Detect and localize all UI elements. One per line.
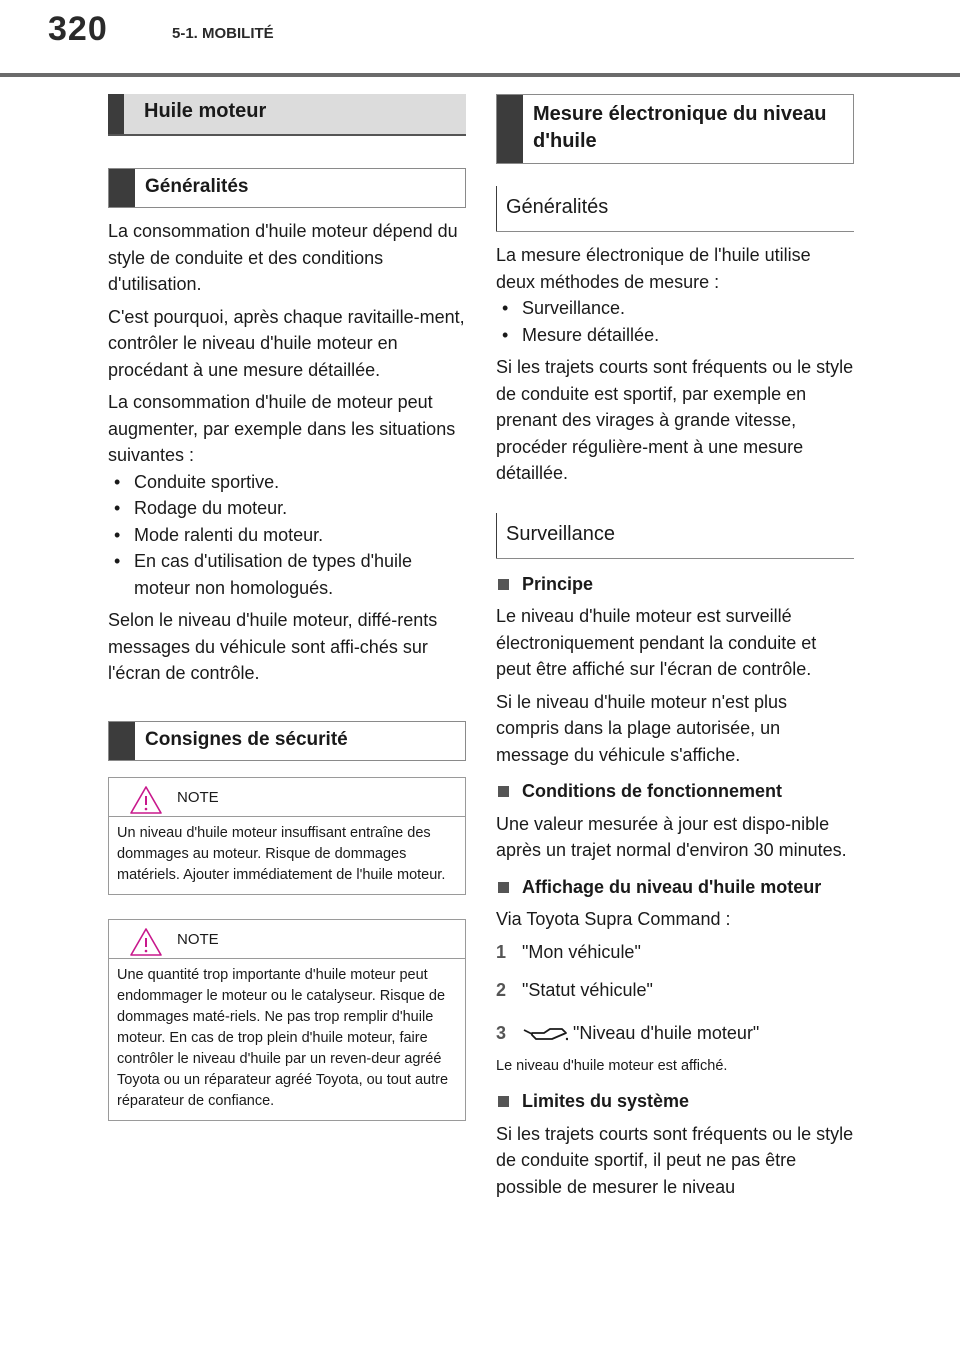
list-item: • Conduite sportive. bbox=[108, 469, 466, 496]
step-text: "Niveau d'huile moteur" bbox=[573, 1022, 760, 1043]
topic-title-limits: Limites du système bbox=[496, 1088, 854, 1115]
subsection-heading-safety: Consignes de sécurité bbox=[108, 721, 466, 761]
list-item: • Mode ralenti du moteur. bbox=[108, 522, 466, 549]
methods-list bbox=[496, 295, 854, 348]
page-number: 320 bbox=[48, 10, 108, 48]
chapter-title: 5-1. MOBILITÉ bbox=[172, 25, 274, 42]
topic-title-conditions: Conditions de fonctionnement bbox=[496, 778, 854, 805]
warning-triangle-icon bbox=[129, 785, 163, 815]
note-box bbox=[108, 777, 466, 895]
paragraph: Si les trajets courts sont fréquents ou le style de conduite sportif, il peut ne pas être possible de mesurer le niveau bbox=[496, 1123, 854, 1197]
subsection-heading-general: Généralités bbox=[496, 186, 854, 232]
situations-list bbox=[108, 469, 466, 602]
paragraph: Le niveau d'huile moteur est surveillé électroniquement pendant la conduite et peut être affiché sur l'écran de contrôle. bbox=[496, 606, 817, 679]
subsection-heading-general: Généralités bbox=[108, 168, 466, 208]
note-box bbox=[108, 919, 466, 1121]
note-text: Une quantité trop importante d'huile moteur peut endommager le moteur ou le catalyseur. Risque de dommages maté-riels. Ne pas trop remplir d'huile moteur. En cas de trop plein d'huile moteur, faire contrôler le niveau d'huile par un reven-deur agréé Toyota ou un réparateur agréé Toyota, ou tout autre réparateur de confiance. bbox=[117, 966, 449, 1109]
paragraph: La consommation d'huile de moteur peut augmenter, par exemple dans les situations suivantes : bbox=[108, 392, 456, 465]
list-item: • Surveillance. bbox=[496, 295, 854, 322]
step-item bbox=[496, 977, 854, 1004]
note-header bbox=[109, 920, 465, 959]
paragraph: Une valeur mesurée à jour est dispo-nible après un trajet normal d'environ 30 minutes. bbox=[496, 813, 847, 860]
note-label: NOTE bbox=[177, 788, 219, 806]
paragraph: La consommation d'huile moteur dépend du style de conduite et des conditions d'utilisation. bbox=[108, 221, 458, 294]
subsection-heading-surveillance: Surveillance bbox=[496, 513, 854, 559]
step-text: "Statut véhicule" bbox=[522, 980, 653, 1000]
step-item bbox=[496, 939, 854, 966]
note-label: NOTE bbox=[177, 930, 219, 948]
step-text: "Mon véhicule" bbox=[522, 941, 641, 962]
page-header bbox=[0, 0, 960, 80]
paragraph: Selon le niveau d'huile moteur, diffé-rents messages du véhicule sont affi-chés sur l'écran de contrôle. bbox=[108, 610, 438, 683]
warning-triangle-icon bbox=[129, 927, 163, 957]
paragraph: C'est pourquoi, après chaque ravitaille-ment, contrôler le niveau d'huile moteur en procédant à une mesure détaillée. bbox=[108, 306, 465, 380]
section-title-engine-oil: Huile moteur bbox=[108, 94, 466, 136]
header-divider bbox=[0, 73, 960, 77]
paragraph: Si les trajets courts sont fréquents ou le style de conduite est sportif, par exemple en prenant des virages à grande vitesse, procéder régulière-ment à une mesure détaillée. bbox=[496, 357, 854, 483]
step-number: 1 bbox=[496, 941, 507, 962]
note-text: Un niveau d'huile moteur insuffisant entraîne des dommages au moteur. Risque de dommages matériels. Ajouter immédiatement de l'huile moteur. bbox=[117, 824, 446, 883]
section-title-electronic-measure: Mesure électronique du niveau d'huile bbox=[496, 94, 854, 164]
list-item: • Mesure détaillée. bbox=[496, 322, 854, 349]
step-number: 2 bbox=[496, 980, 507, 1000]
paragraph: Si le niveau d'huile moteur n'est plus compris dans la plage autorisée, un message du véhicule s'affiche. bbox=[496, 691, 788, 765]
paragraph: La mesure électronique de l'huile utilise deux méthodes de mesure : bbox=[496, 245, 811, 292]
step-item bbox=[496, 1020, 854, 1047]
list-item: • Rodage du moteur. bbox=[108, 495, 466, 522]
topic-title-display: Affichage du niveau d'huile moteur bbox=[496, 874, 854, 901]
right-column bbox=[496, 94, 854, 1200]
topic-title-principle: Principe bbox=[496, 571, 854, 598]
step-number: 3 bbox=[496, 1022, 507, 1043]
list-item: • En cas d'utilisation de types d'huile moteur non homologués. bbox=[108, 548, 466, 601]
left-column bbox=[108, 94, 466, 1121]
result-note: Le niveau d'huile moteur est affiché. bbox=[496, 1058, 728, 1074]
oil-can-icon bbox=[522, 1024, 568, 1042]
paragraph: Via Toyota Supra Command : bbox=[496, 909, 731, 929]
note-header bbox=[109, 778, 465, 817]
